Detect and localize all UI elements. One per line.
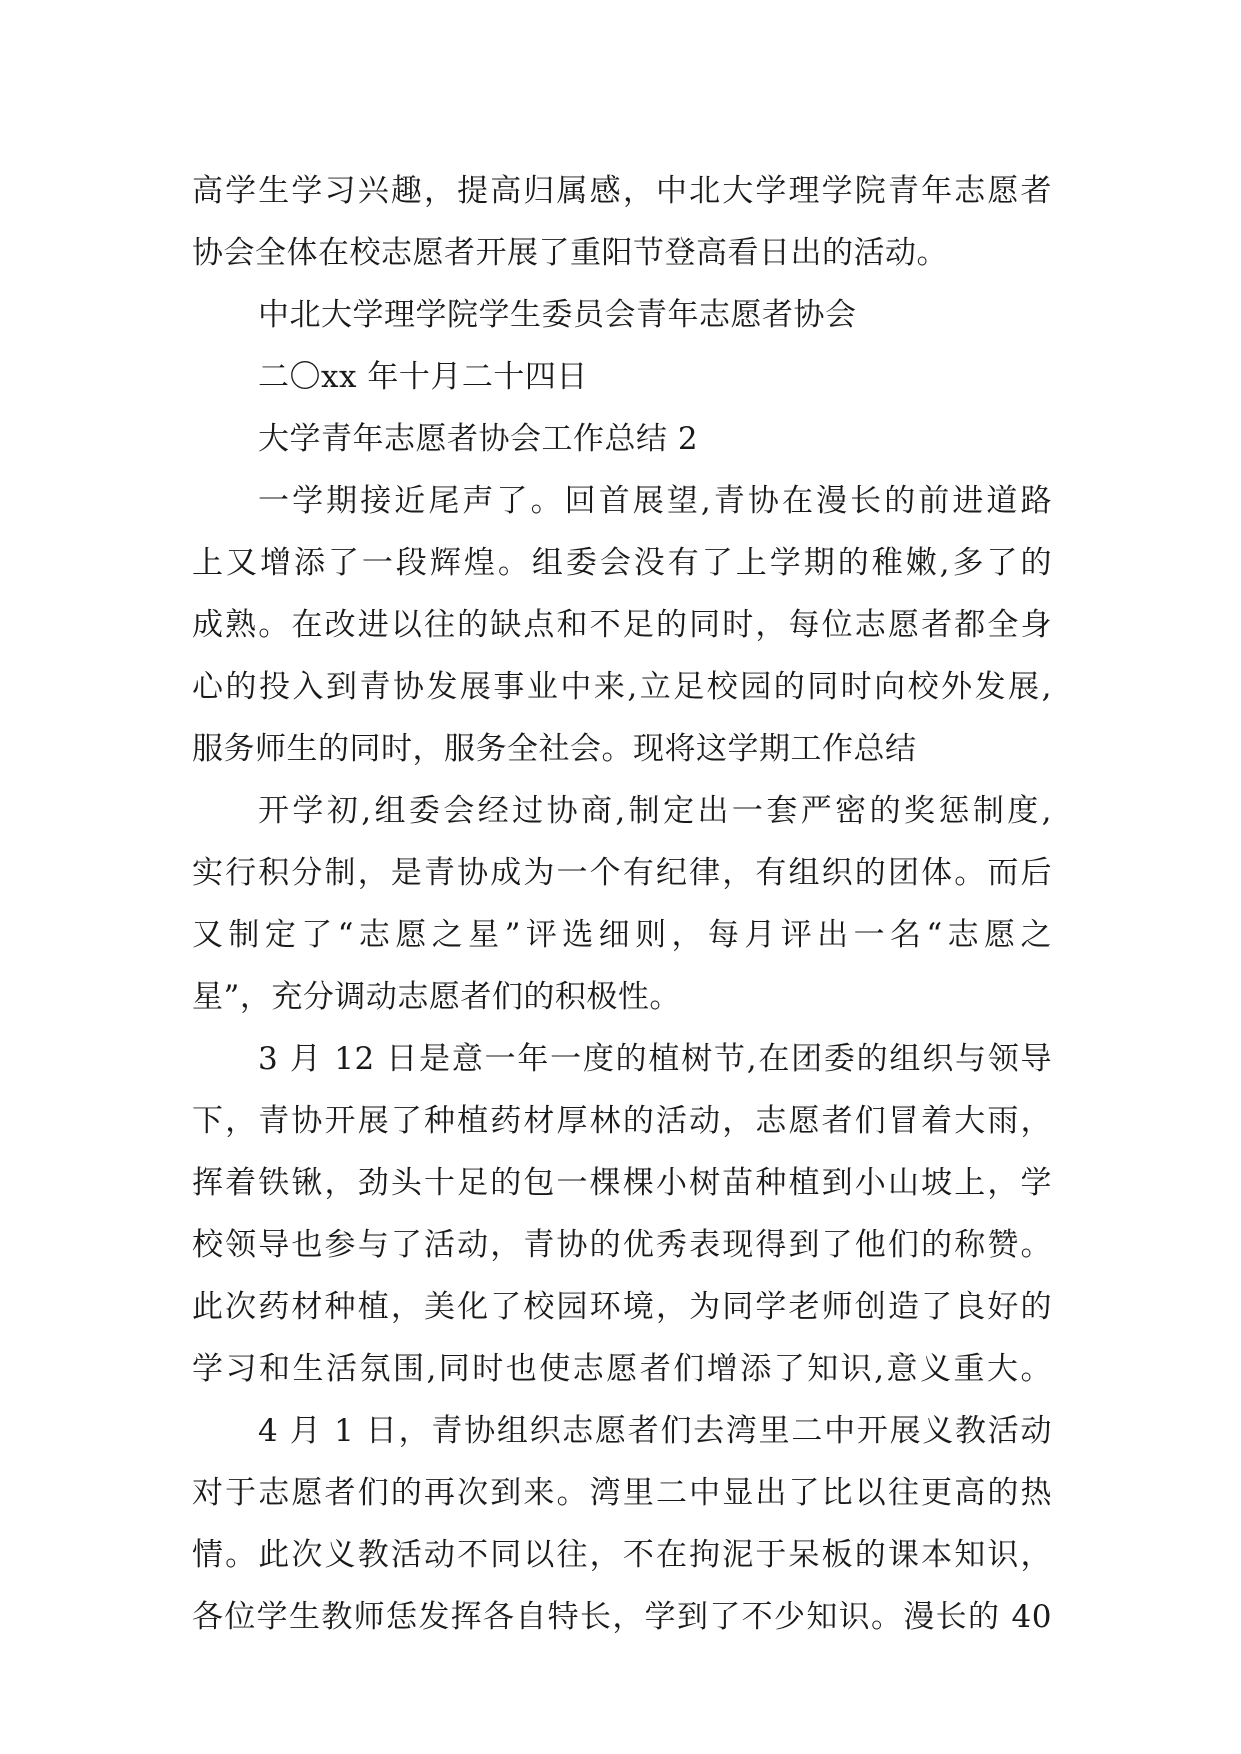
text-line: 又制定了“志愿之星”评选细则，每月评出一名“志愿之: [192, 917, 1052, 953]
text-line: 学习和生活氛围,同时也使志愿者们增添了知识,意义重大。: [192, 1351, 1052, 1387]
text-line: 对于志愿者们的再次到来。湾里二中显出了比以往更高的热: [192, 1475, 1052, 1511]
text-line: 中北大学理学院学生委员会青年志愿者协会: [258, 297, 857, 333]
text-line: 服务师生的同时，服务全社会。现将这学期工作总结: [192, 731, 917, 767]
text-line: 大学青年志愿者协会工作总结 2: [258, 421, 699, 457]
text-line: 成熟。在改进以往的缺点和不足的同时，每位志愿者都全身: [192, 607, 1052, 643]
text-line: 高学生学习兴趣，提高归属感，中北大学理学院青年志愿者: [192, 173, 1052, 209]
text-line: 校领导也参与了活动，青协的优秀表现得到了他们的称赞。: [192, 1227, 1052, 1263]
text-line: 情。此次义教活动不同以往，不在拘泥于呆板的课本知识，: [192, 1537, 1052, 1573]
text-line: 二〇xx 年十月二十四日: [258, 359, 588, 395]
text-line: 此次药材种植，美化了校园环境，为同学老师创造了良好的: [192, 1289, 1052, 1325]
text-line: 各位学生教师恁发挥各自特长，学到了不少知识。漫长的 40: [192, 1599, 1052, 1635]
text-line: 3 月 12 日是意一年一度的植树节,在团委的组织与领导: [258, 1041, 1052, 1077]
body-text: [192, 160, 1052, 1648]
text-line: 星”，充分调动志愿者们的积极性。: [192, 979, 681, 1015]
text-line: 下，青协开展了种植药材厚林的活动，志愿者们冒着大雨，: [192, 1103, 1052, 1139]
text-line: 协会全体在校志愿者开展了重阳节登高看日出的活动。: [192, 235, 948, 271]
text-line: 心的投入到青协发展事业中来,立足校园的同时向校外发展,: [192, 669, 1052, 705]
text-line: 上又增添了一段辉煌。组委会没有了上学期的稚嫩,多了的: [192, 545, 1052, 581]
text-line: 开学初,组委会经过协商,制定出一套严密的奖惩制度,: [258, 793, 1052, 829]
text-line: 4 月 1 日，青协组织志愿者们去湾里二中开展义教活动: [258, 1413, 1052, 1449]
text-line: 实行积分制，是青协成为一个有纪律，有组织的团体。而后: [192, 855, 1052, 891]
text-line: 一学期接近尾声了。回首展望,青协在漫长的前进道路: [258, 483, 1052, 519]
text-line: 挥着铁锹，劲头十足的包一棵棵小树苗种植到小山坡上，学: [192, 1165, 1052, 1201]
